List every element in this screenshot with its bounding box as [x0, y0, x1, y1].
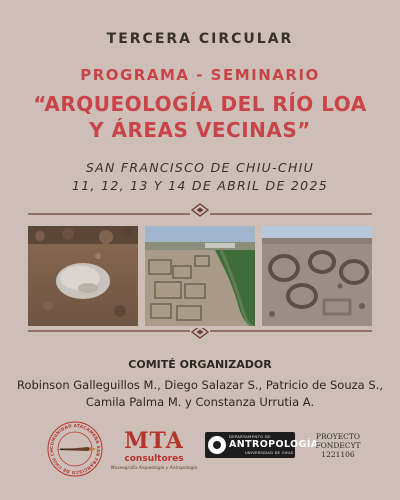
comunidad-atacamena-logo — [46, 420, 104, 478]
programa-heading: PROGRAMA - SEMINARIO — [80, 66, 320, 84]
circular-label: TERCERA CIRCULAR — [106, 31, 294, 47]
seminar-title-line2: Y ÁREAS VECINAS” — [89, 118, 311, 142]
seminar-title-line1: “ARQUEOLOGÍA DEL RÍO LOA — [33, 92, 367, 116]
proyecto-line2: FONDECYT — [315, 441, 361, 450]
committee-names-line2: Camila Palma M. y Constanza Urrutia A. — [85, 395, 315, 409]
antro-university-label: UNIVERSIDAD DE CHILE — [245, 451, 294, 455]
svg-text:COMUNIDAD ATACAMEÑA SAN FRANCI: COMUNIDAD ATACAMEÑA SAN FRANCISCO DE CHIU CH — [48, 422, 102, 476]
proyecto-fondecyt-text — [306, 432, 370, 459]
committee-heading: COMITÉ ORGANIZADOR — [128, 358, 272, 371]
event-location: SAN FRANCISCO DE CHIU-CHIU — [85, 160, 315, 175]
mta-tagline: Museografía Arqueología y Antropología — [110, 466, 198, 471]
photo-aerial-ruins — [145, 226, 255, 326]
antro-dept-label: DEPARTAMENTO DE — [229, 434, 271, 439]
antropologia-emblem-icon — [208, 436, 226, 454]
event-dates: 11, 12, 13 Y 14 DE ABRIL DE 2025 — [72, 178, 328, 193]
bottom-ornament-divider — [0, 328, 400, 342]
photo-stone-structures — [262, 226, 372, 326]
mta-consultores-logo — [110, 428, 198, 480]
mta-subtitle: consultores — [124, 454, 184, 464]
committee-names-line1: Robinson Galleguillos M., Diego Salazar S., Patricio de Souza S., — [17, 378, 383, 392]
proyecto-line1: PROYECTO — [315, 432, 361, 441]
top-ornament-divider — [0, 203, 400, 217]
proyecto-line3: 1221106 — [321, 450, 355, 459]
mta-title: MTA — [124, 428, 184, 454]
antro-name-label: ANTROPOLOGÍA — [229, 439, 319, 450]
antropologia-uchile-logo — [205, 432, 319, 458]
photo-mortar-stone — [28, 226, 138, 326]
